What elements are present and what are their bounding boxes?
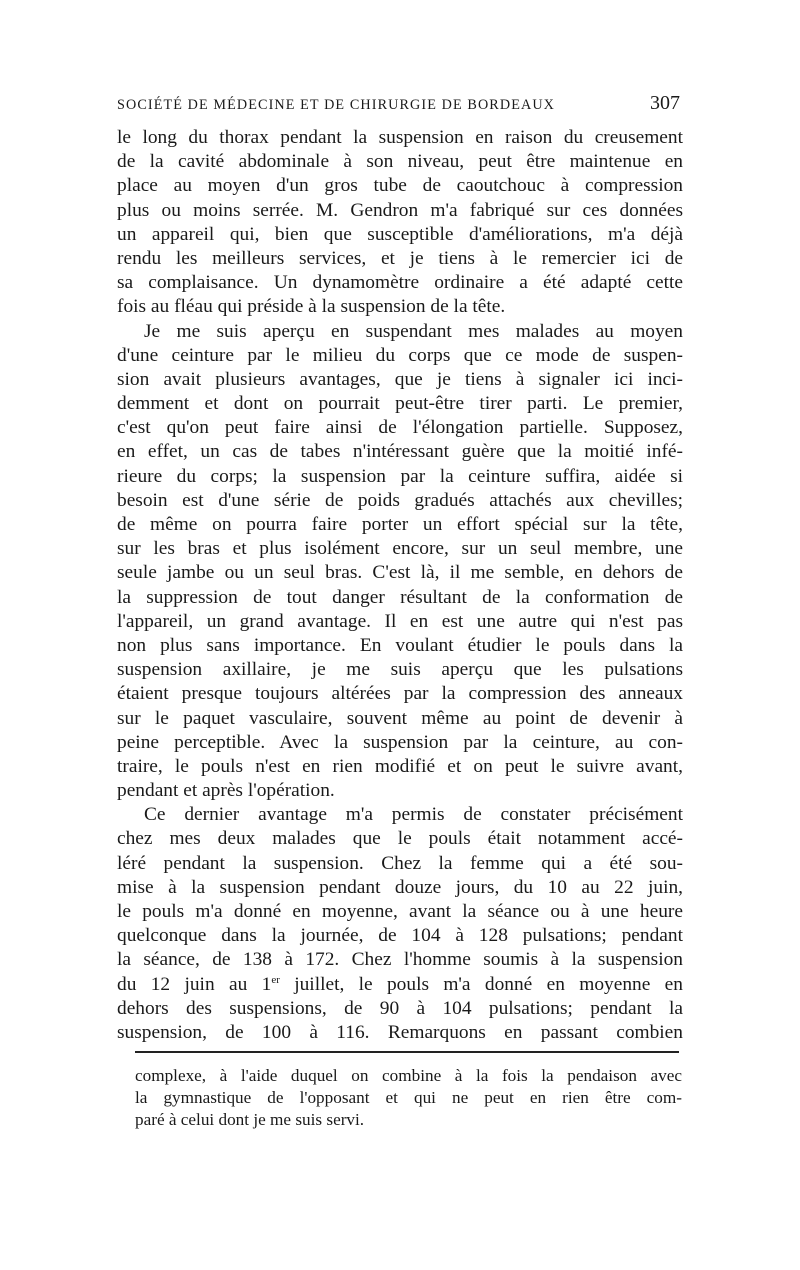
text-line: la suppression de tout danger résultant de la conformation de	[117, 586, 683, 608]
text-line: mise à la suspension pendant douze jours, du 10 au 22 juin,	[117, 876, 683, 898]
text-line: la séance, de 138 à 172. Chez l'homme soumis à la suspension	[117, 949, 683, 971]
text-line: suspension axillaire, je me suis aperçu que les pulsations	[117, 659, 683, 681]
text-line: rieure du corps; la suspension par la ceinture suffira, aidée si	[117, 465, 683, 487]
text-line: non plus sans importance. En voulant étudier le pouls dans la	[117, 634, 683, 656]
text-line: besoin est d'une série de poids gradués attachés aux chevilles;	[117, 489, 683, 511]
text-line: Je me suis aperçu en suspendant mes malades au moyen	[144, 320, 683, 342]
text-line: peine perceptible. Avec la suspension par la ceinture, au con-	[117, 731, 683, 753]
text-line: léré pendant la suspension. Chez la femme qui a été sou-	[117, 852, 683, 874]
text-line: sur les bras et plus isolément encore, sur un seul membre, une	[117, 538, 683, 560]
text-line: plus ou moins serrée. M. Gendron m'a fabriqué sur ces données	[117, 199, 683, 221]
text-line: dehors des suspensions, de 90 à 104 pulsations; pendant la	[117, 997, 683, 1019]
text-line: place au moyen d'un gros tube de caoutchouc à compression	[117, 175, 683, 197]
text-line: pendant et après l'opération.	[117, 780, 335, 802]
text-line: le long du thorax pendant la suspension en raison du creusement	[117, 127, 683, 148]
text-line: sa complaisance. Un dynamomètre ordinaire a été adapté cette	[117, 272, 683, 294]
footnote-divider	[135, 1051, 679, 1053]
footnote-line: la gymnastique de l'opposant et qui ne peut en rien être com-	[135, 1088, 682, 1107]
text-segment: du 12 juin au 1	[117, 973, 272, 995]
text-line: fois au fléau qui préside à la suspension de la tête.	[117, 296, 506, 318]
text-line: rendu les meilleurs services, et je tiens à le remercier ici de	[117, 247, 683, 269]
footnote-line: paré à celui dont je me suis servi.	[135, 1110, 365, 1129]
text-line: sion avait plusieurs avantages, que je tiens à signaler ici inci-	[117, 368, 683, 390]
text-line: d'une ceinture par le milieu du corps que ce mode de suspen-	[117, 344, 683, 366]
text-line: de la cavité abdominale à son niveau, peut être maintenue en	[117, 151, 683, 173]
running-head-title: SOCIÉTÉ DE MÉDECINE ET DE CHIRURGIE DE BORDEAUX	[117, 97, 556, 113]
running-header	[117, 92, 680, 116]
text-line-with-superscript	[117, 973, 683, 997]
text-line: c'est qu'on peut faire ainsi de l'élongation partielle. Supposez,	[117, 417, 683, 439]
text-line: suspension, de 100 à 116. Remarquons en passant combien	[117, 1021, 683, 1043]
text-line: quelconque dans la journée, de 104 à 128 pulsations; pendant	[117, 925, 683, 947]
text-line: sur le paquet vasculaire, souvent même au point de devenir à	[117, 707, 683, 729]
text-line: de même on pourra faire porter un effort spécial sur la tête,	[117, 514, 683, 535]
page-number: 307	[650, 92, 680, 114]
text-line: étaient presque toujours altérées par la compression des anneaux	[117, 683, 683, 705]
text-line: l'appareil, un grand avantage. Il en est une autre qui n'est pas	[117, 610, 683, 632]
ordinal-superscript: er	[271, 973, 280, 986]
text-segment: juillet, le pouls m'a donné en moyenne en	[279, 973, 683, 995]
text-line: Ce dernier avantage m'a permis de constater précisément	[144, 804, 683, 826]
footnote-line: complexe, à l'aide duquel on combine à la fois la pendaison avec	[135, 1066, 682, 1085]
text-line: un appareil qui, bien que susceptible d'améliorations, m'a déjà	[117, 223, 683, 245]
text-line: le pouls m'a donné en moyenne, avant la séance ou à une heure	[117, 901, 683, 922]
text-line: seule jambe ou un seul bras. C'est là, il me semble, en dehors de	[117, 562, 683, 584]
body-text	[117, 126, 683, 1045]
text-line: traire, le pouls n'est en rien modifié et on peut le suivre avant,	[117, 755, 683, 777]
text-line: demment et dont on pourrait peut-être tirer parti. Le premier,	[117, 393, 683, 415]
text-line: chez mes deux malades que le pouls était notamment accé-	[117, 828, 683, 850]
footnote	[135, 1065, 682, 1131]
text-line: en effet, un cas de tabes n'intéressant guère que la moitié infé-	[117, 441, 683, 463]
